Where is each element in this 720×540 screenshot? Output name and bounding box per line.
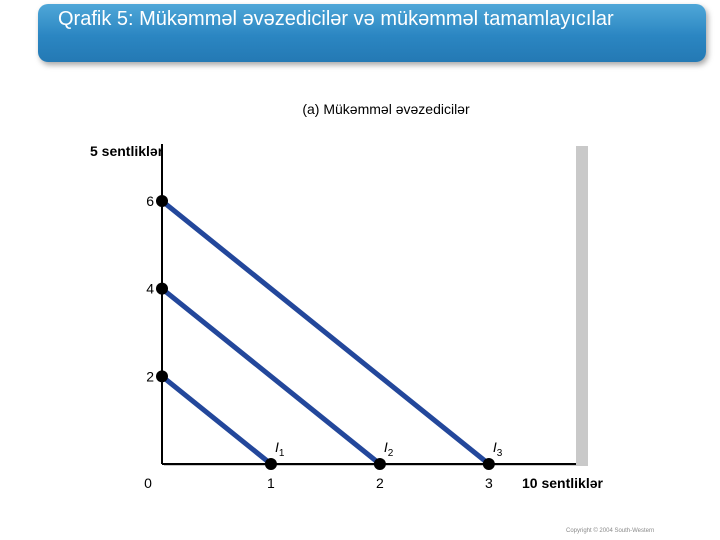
curve-label-i3: $I_3$ [492,439,503,459]
curve-label-subscript: 1 [278,448,285,459]
slide-title: Qrafik 5: Mükəmməl əvəzedicilər və mükəmməl tamamlayıcılar [58,8,614,30]
curve-label-subscript: 2 [387,448,394,459]
origin-label: 0 [144,475,152,491]
y-tick-label: 2 [146,368,154,385]
x-tick-label: 2 [375,475,384,491]
x-tick-label: 3 [484,475,493,491]
data-point-i2-2 [374,458,386,470]
y-axis-label: 5 sentliklər [90,143,164,159]
curve-label-subscript: 3 [496,448,503,459]
data-point-i3-2 [483,458,495,470]
data-point-i1-2 [265,458,277,470]
curve-label-i2: $I_2$ [383,439,394,459]
plot-panel [162,144,576,464]
data-point-i2-1 [156,283,168,295]
x-axis-label: 10 sentliklər [522,475,603,491]
data-point-i3-1 [156,195,168,207]
copyright-notice: Copyright © 2004 South-Western [566,528,655,534]
y-tick-label: 6 [146,192,154,209]
curve-label-i1: $I_1$ [274,439,285,459]
chart-title: (a) Mükəmməl əvəzedicilər [302,101,470,117]
x-tick-label: 1 [267,475,275,491]
data-point-i1-1 [156,370,168,382]
y-tick-label: 4 [146,280,154,297]
